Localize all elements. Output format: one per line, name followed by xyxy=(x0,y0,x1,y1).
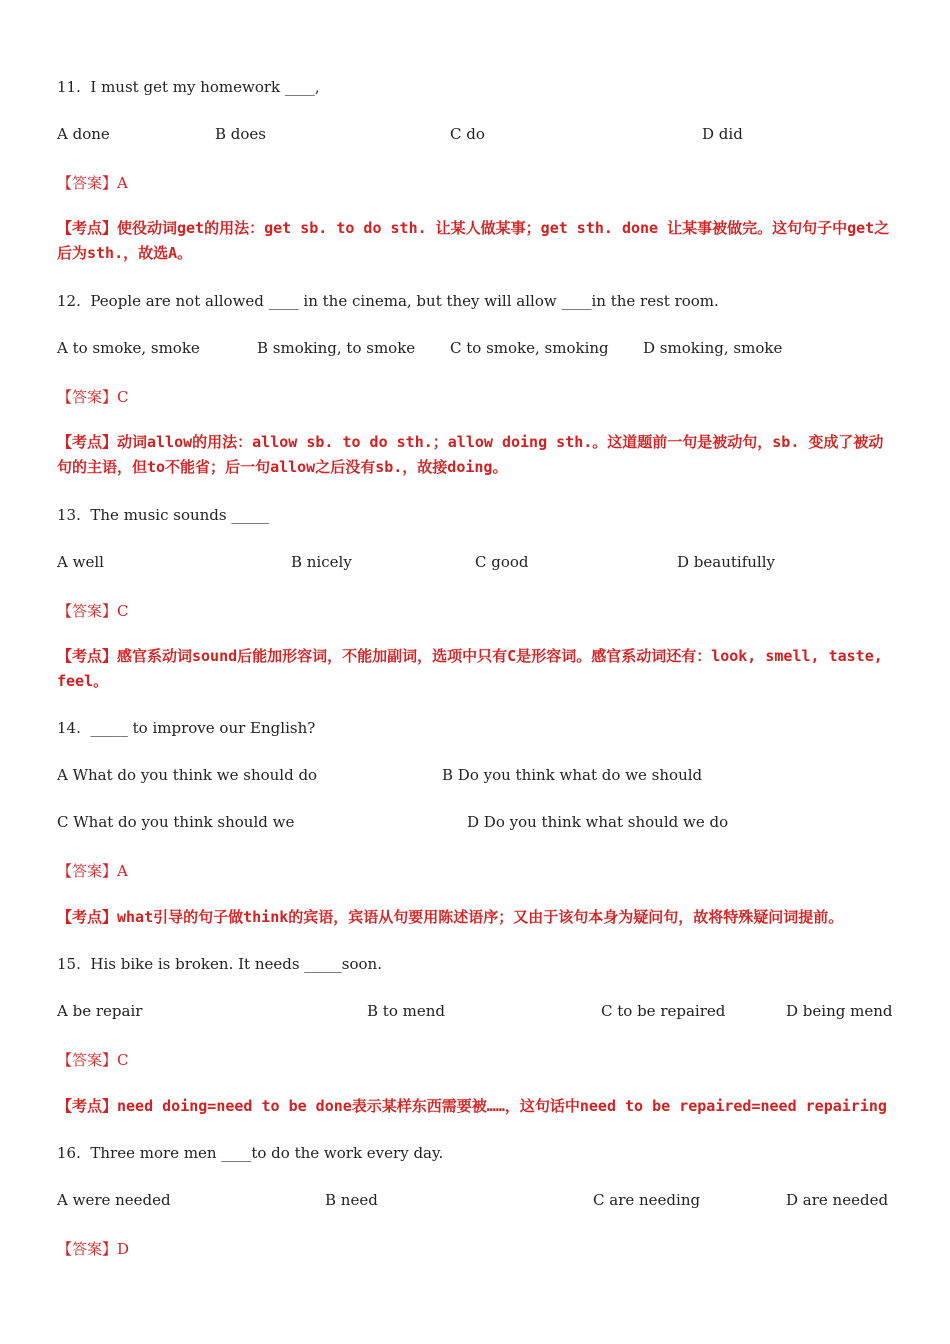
question-12-stem: 12. People are not allowed ____ in the cinema, but they will allow ____in the rest room. xyxy=(57,292,719,310)
question-14-option-b: B Do you think what do we should xyxy=(442,766,703,784)
question-12-option-b: B smoking, to smoke xyxy=(257,339,416,357)
question-11-option-b: B does xyxy=(215,125,266,143)
question-11-option-c: C do xyxy=(450,125,485,143)
question-16-option-d: D are needed xyxy=(786,1191,889,1209)
question-16-answer: 【答案】D xyxy=(57,1240,130,1258)
question-16-option-c: C are needing xyxy=(593,1191,701,1209)
question-12-option-c: C to smoke, smoking xyxy=(450,339,609,357)
question-13-option-a: A well xyxy=(57,553,104,571)
question-11-option-d: D did xyxy=(702,125,743,143)
question-15-option-a: A be repair xyxy=(57,1002,143,1020)
question-13-option-d: D beautifully xyxy=(677,553,775,571)
question-15-stem: 15. His bike is broken. It needs _____soon. xyxy=(57,955,382,973)
question-14-option-a: A What do you think we should do xyxy=(57,766,318,784)
question-14-stem: 14. _____ to improve our English? xyxy=(57,719,316,737)
question-11-option-a: A done xyxy=(57,125,110,143)
question-14-note: 【考点】what引导的句子做think的宾语，宾语从句要用陈述语序；又由于该句本身为疑问句，故将特殊疑问词提前。 xyxy=(57,908,844,926)
question-11-stem: 11. I must get my homework ____, xyxy=(57,78,320,96)
question-13-option-b: B nicely xyxy=(291,553,352,571)
question-16-option-a: A were needed xyxy=(57,1191,171,1209)
question-15-option-c: C to be repaired xyxy=(601,1002,726,1020)
question-15-option-d: D being mend xyxy=(786,1002,893,1020)
question-14-option-d: D Do you think what should we do xyxy=(467,813,729,831)
question-15-answer: 【答案】C xyxy=(57,1051,129,1069)
question-11-note: 【考点】使役动词get的用法：get sb. to do sth. 让某人做某事；get sth. done 让某事被做完。这句句子中get之后为sth.，故选A。 xyxy=(57,219,890,262)
question-13-option-c: C good xyxy=(475,553,529,571)
question-15-note: 【考点】need doing=need to be done表示某样东西需要被……，这句话中need to be repaired=need repairing xyxy=(57,1097,887,1115)
question-14-option-c: C What do you think should we xyxy=(57,813,295,831)
question-14-answer: 【答案】A xyxy=(57,862,128,880)
question-12-option-a: A to smoke, smoke xyxy=(57,339,200,357)
question-12-answer: 【答案】C xyxy=(57,388,129,406)
question-13-stem: 13. The music sounds _____ xyxy=(57,506,269,524)
question-13-answer: 【答案】C xyxy=(57,602,129,620)
question-11-answer: 【答案】A xyxy=(57,174,128,192)
question-15-option-b: B to mend xyxy=(367,1002,445,1020)
question-12-option-d: D smoking, smoke xyxy=(643,339,783,357)
question-16-stem: 16. Three more men ____to do the work every day. xyxy=(57,1144,444,1162)
question-16-option-b: B need xyxy=(325,1191,378,1209)
question-13-note: 【考点】感官系动词sound后能加形容词，不能加副词，选项中只有C是形容词。感官系动词还有：look, smell, taste, feel。 xyxy=(57,647,883,690)
question-12-note: 【考点】动词allow的用法：allow sb. to do sth.；allow doing sth.。这道题前一句是被动句，sb. 变成了被动句的主语，但to不能省；后一句allow之后没有sb.，故接doing。 xyxy=(57,433,884,476)
